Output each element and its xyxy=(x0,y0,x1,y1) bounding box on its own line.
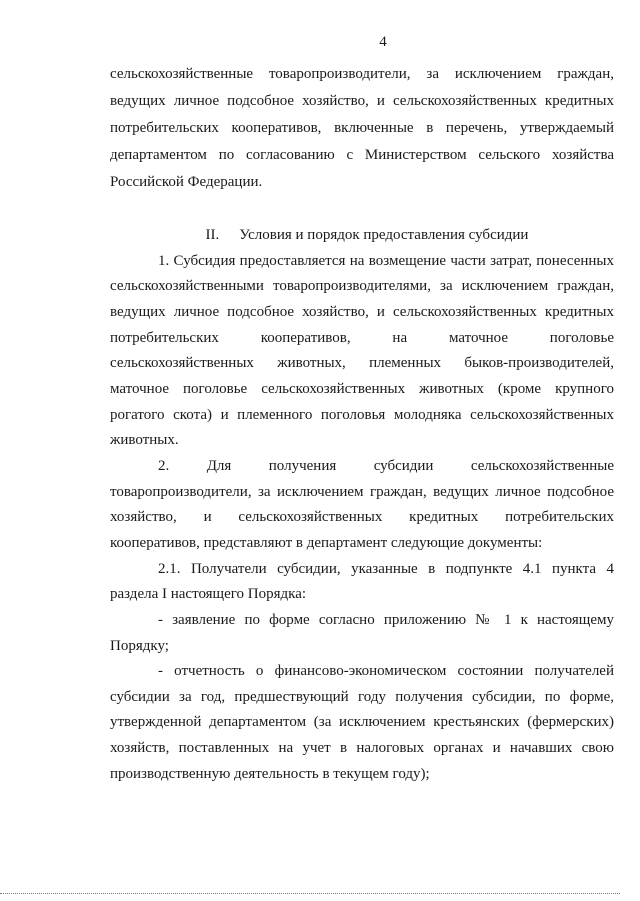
paragraph-line: сельскохозяйственные товаропроизводители, за исключением граждан, xyxy=(110,66,614,82)
paragraph-line: животных. xyxy=(110,432,179,449)
paragraph-line: Порядку; xyxy=(110,637,169,654)
paragraph-line: департаментом по согласованию с Министерством сельского хозяйства xyxy=(110,147,614,163)
scan-edge-dotted-line xyxy=(0,893,620,894)
paragraph-line: потребительских кооперативов, на маточное поголовье xyxy=(110,329,614,346)
paragraph-line: - отчетность о финансово-экономическом состоянии получателей xyxy=(158,663,614,680)
paragraph-line: товаропроизводители, за исключением граждан, ведущих личное подсобное xyxy=(110,483,614,500)
paragraph-line: сельскохозяйственными товаропроизводителями, за исключением граждан, xyxy=(110,278,614,295)
paragraph-line: производственную деятельность в текущем году); xyxy=(110,765,430,782)
paragraph-line: потребительских кооперативов, включенные в перечень, утверждаемый xyxy=(110,120,614,136)
section-title: Условия и порядок предоставления субсидии xyxy=(239,227,529,243)
section-body xyxy=(110,223,614,787)
paragraph-line: Российской Федерации. xyxy=(110,174,263,190)
paragraph-item-2-1 xyxy=(110,557,614,608)
paragraph-line: 1. Субсидия предоставляется на возмещение части затрат, понесенных xyxy=(158,252,614,269)
paragraph-line: субсидии за год, предшествующий году получения субсидии, по форме, xyxy=(110,688,614,705)
paragraph-line: рогатого скота) и племенного поголовья молодняка сельскохозяйственных xyxy=(110,406,614,423)
paragraph-line: раздела I настоящего Порядка: xyxy=(110,586,307,603)
section-number: II. xyxy=(205,227,220,243)
list-item-application xyxy=(110,608,614,659)
page-number: 4 xyxy=(379,34,387,50)
paragraph-line: ведущих личное подсобное хозяйство, и сельскохозяйственных кредитных xyxy=(110,93,614,109)
paragraph-line: кооперативов, представляют в департамент следующие документы: xyxy=(110,534,543,551)
paragraph-line: сельскохозяйственных животных, племенных быков-производителей, xyxy=(110,355,614,372)
paragraph-line: хозяйство, и сельскохозяйственных кредитных потребительских xyxy=(110,509,614,526)
paragraph-line: утвержденной департаментом (за исключением крестьянских (фермерских) xyxy=(110,714,614,731)
paragraph-line: - заявление по форме согласно приложению № 1 к настоящему xyxy=(158,611,614,628)
paragraph-item-1 xyxy=(110,249,614,454)
paragraph-line: ведущих личное подсобное хозяйство, и сельскохозяйственных кредитных xyxy=(110,303,614,320)
paragraph-line: хозяйств, поставленных на учет в налоговых органах и начавших свою xyxy=(110,740,614,757)
list-item-report xyxy=(110,659,614,787)
section-heading xyxy=(110,223,614,249)
paragraph-intro xyxy=(110,61,614,196)
paragraph-item-2 xyxy=(110,454,614,557)
paragraph-line: 2. Для получения субсидии сельскохозяйственные xyxy=(158,457,614,474)
paragraph-line: маточное поголовье сельскохозяйственных животных (кроме крупного xyxy=(110,380,614,397)
paragraph-line: 2.1. Получатели субсидии, указанные в подпункте 4.1 пункта 4 xyxy=(158,560,614,577)
